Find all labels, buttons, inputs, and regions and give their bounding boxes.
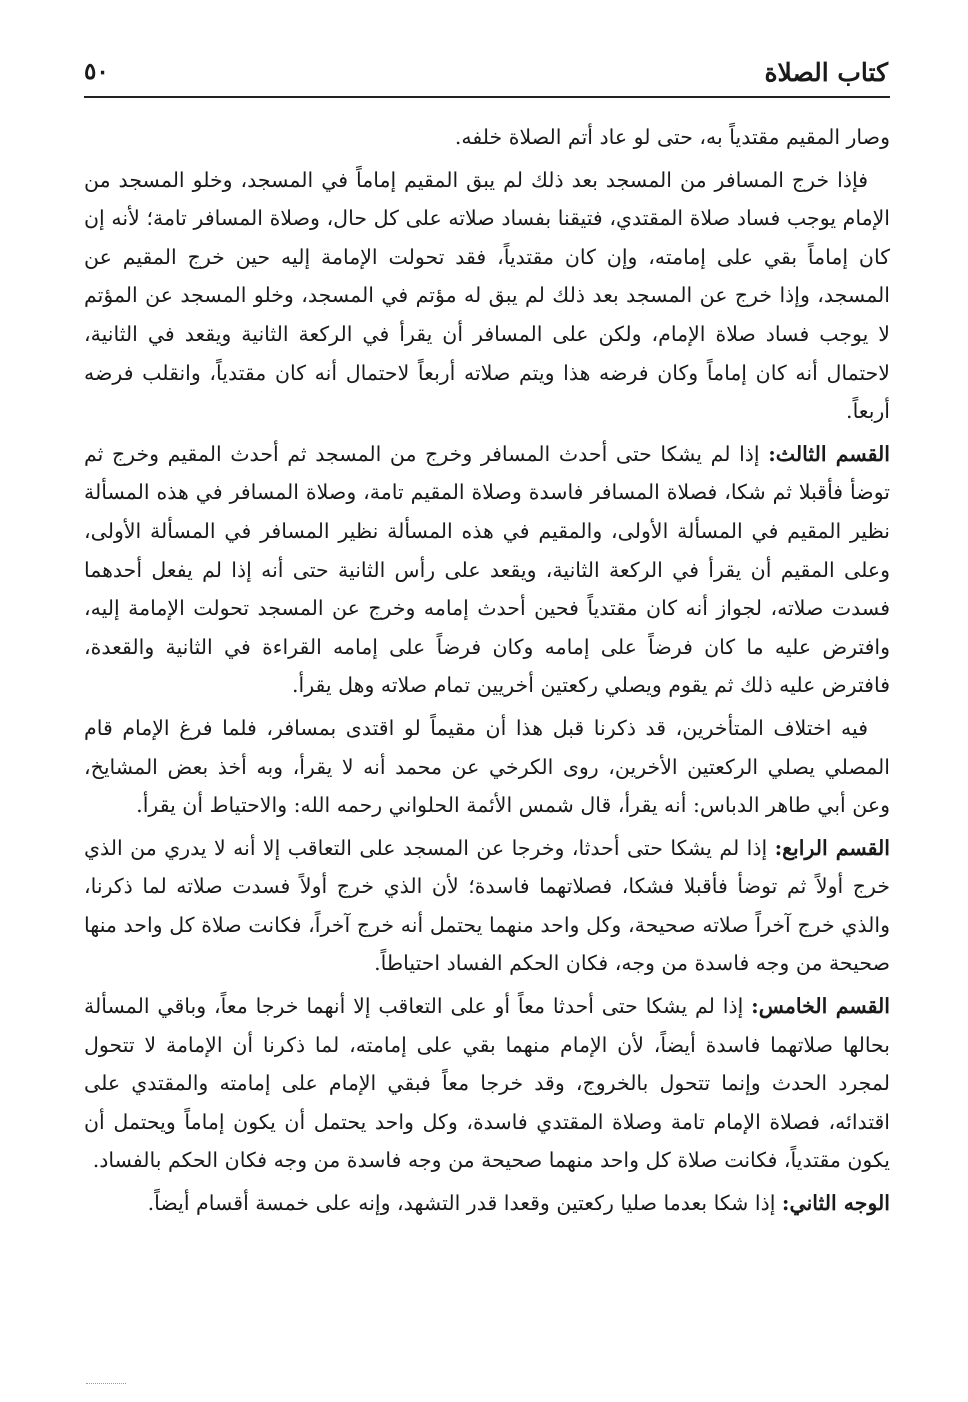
paragraph-7 — [84, 1184, 890, 1223]
paragraph-text: فإذا خرج المسافر من المسجد بعد ذلك لم يبق المقيم إماماً في المسجد، وخلو المسجد من الإمام يوجب فساد صلاة المقتدي، فتيقنا بفساد صلاته على كل حال، وصلاة المسافر تامة؛ لأنه إن كان إماماً بقي على إمامته، وإن كان مقتدياً، فقد تحولت الإمامة إليه حين خرج المقيم عن المسجد، وإذا خرج عن المسجد بعد ذلك لم يبق له مؤتم في المسجد، وخلو المسجد عن المؤتم لا يوجب فساد صلاة الإمام، ولكن على المسافر أن يقرأ في الركعة الثانية ويقعد في الثانية، لاحتمال أنه كان إماماً وكان فرضه هذا ويتم صلاته أربعاً لاحتمال أنه كان مقتدياً، وانقلب فرضه أربعاً. — [84, 167, 890, 424]
header-rule — [84, 96, 890, 98]
paragraph-5 — [84, 829, 890, 983]
paragraph-1 — [84, 118, 890, 157]
section-heading-fourth: القسم الرابع: — [774, 835, 890, 860]
paragraph-text: فيه اختلاف المتأخرين، قد ذكرنا قبل هذا أن مقيماً لو اقتدى بمسافر، فلما فرغ الإمام قام المصلي يصلي الركعتين الأخرين، روى الكرخي عن محمد أنه لا يقرأ، وبه أخذ بعض المشايخ، وعن أبي طاهر الدباس: أنه يقرأ، قال شمس الأئمة الحلواني رحمه الله: والاحتياط أن يقرأ. — [84, 715, 890, 818]
section-heading-fifth: القسم الخامس: — [751, 994, 890, 1019]
section-heading-second-aspect: الوجه الثاني: — [781, 1191, 890, 1216]
paragraph-4 — [84, 709, 890, 825]
scan-footer-mark — [86, 1383, 126, 1384]
paragraph-text: وصار المقيم مقتدياً به، حتى لو عاد أتم الصلاة خلفه. — [454, 125, 890, 149]
paragraph-3 — [84, 435, 890, 705]
page-header — [84, 52, 888, 92]
body-text — [84, 118, 890, 1227]
paragraph-6 — [84, 987, 890, 1180]
section-heading-third: القسم الثالث: — [768, 441, 890, 466]
paragraph-text: إذا لم يشكا حتى أحدثا معاً أو على التعاقب إلا أنهما خرجا معاً، وباقي المسألة بحالها صلاتهما فاسدة أيضاً، لأن الإمام منهما بقي على إمامته، لما ذكرنا أن الإمامة لا تتحول لمجرد الحدث وإنما تتحول بالخروج، وقد خرجا معاً فبقي الإمام على إمامته والمقتدي على اقتدائه، فصلاة الإمام تامة وصلاة المقتدي فاسدة، وكل واحد يحتمل أن يكون إماماً ويحتمل أن يكون مقتدياً، فكانت صلاة كل واحد منهما صحيحة من وجه فاسدة من وجه فكان الحكم بالفساد. — [84, 994, 890, 1173]
paragraph-text: إذا لم يشكا حتى أحدثا، وخرجا عن المسجد على التعاقب إلا أنه لا يدري من الذي خرج أولاً ثم توضأ فأقبلا فشكا، فصلاتهما فاسدة؛ لأن الذي خرج أولاً فسدت صلاته لما ذكرنا، والذي خرج آخراً صلاته صحيحة، وكل واحد منهما يحتمل أنه خرج آخراً، فكانت صلاة كل واحد منها صحيحة من وجه فاسدة من وجه، فكان الحكم الفساد احتياطاً. — [84, 835, 890, 976]
page-number: ٥٠ — [84, 58, 109, 85]
paragraph-2 — [84, 161, 890, 431]
paragraph-text: إذا لم يشكا حتى أحدث المسافر وخرج من المسجد ثم أحدث المقيم وخرج ثم توضأ فأقبلا ثم شكا، فصلاة المسافر فاسدة وصلاة المقيم تامة، وصلاة المسافر في هذه المسألة نظير المقيم في المسألة الأولى، والمقيم في هذه المسألة نظير المسافر في المسألة الأولى، وعلى المقيم أن يقرأ في الركعة الثانية، ويقعد على رأس الثانية حتى أنه إذا لم يفعل أحدهما فسدت صلاته، لجواز أنه كان مقتدياً فحين أحدث إمامه وخرج عن المسجد تحولت الإمامة إليه، وافترض عليه ما كان فرضاً على إمامه وكان فرضاً على إمامه القراءة في الثانية والقعدة، فافترض عليه ذلك ثم يقوم ويصلي ركعتين أخريين تمام صلاته وهل يقرأ. — [84, 441, 890, 698]
paragraph-text: إذا شكا بعدما صليا ركعتين وقعدا قدر التشهد، وإنه على خمسة أقسام أيضاً. — [147, 1191, 782, 1216]
running-title: كتاب الصلاة — [764, 58, 888, 87]
